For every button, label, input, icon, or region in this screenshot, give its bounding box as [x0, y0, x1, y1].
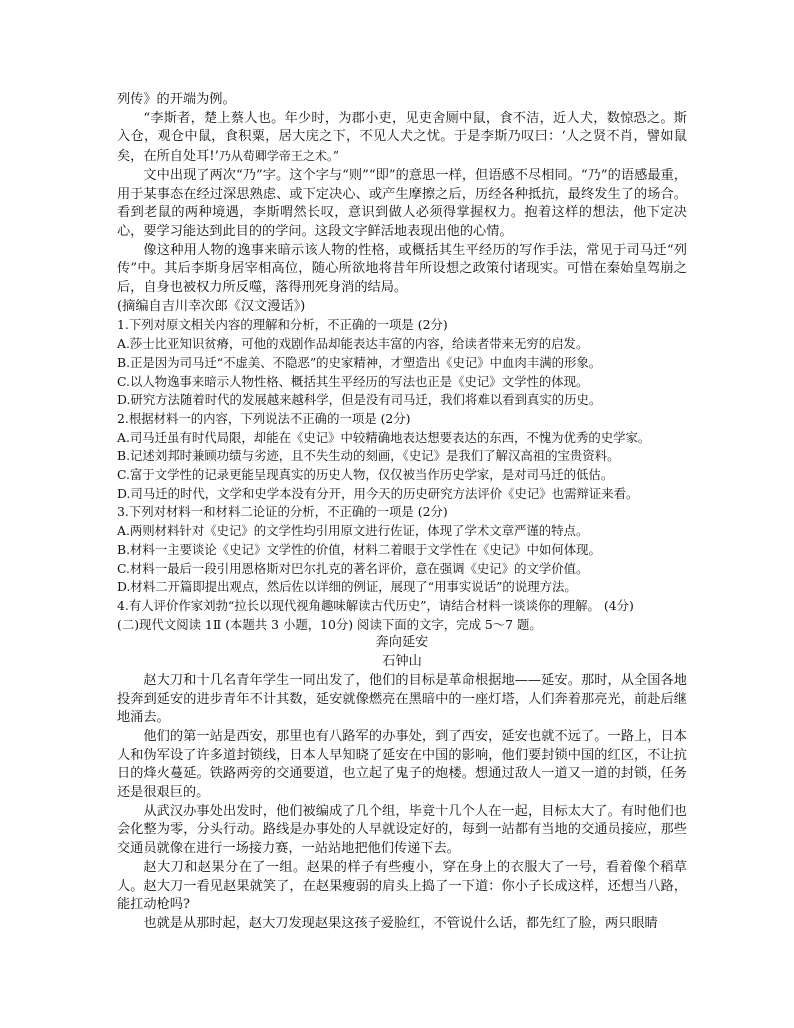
question-stem: 1.下列对原文相关内容的理解和分析，不正确的一项是 (2分) — [117, 317, 448, 333]
option-a: A.莎士比亚知识贫瘠，可他的戏剧作品却能表达丰富的内容，给读者带来无穷的启发。 — [117, 336, 589, 352]
question-1 — [117, 316, 687, 410]
question-2 — [117, 410, 687, 504]
story-paragraph-2: 他们的第一站是西安，那里也有八路军的办事处，到了西安，延安也就不远了。一路上，日本人和伪军设了许多道封锁线，日本人早知晓了延安在中国的影响，他们要封锁中国的红区，不让抗日的烽火蔓延。铁路两旁的交通要道，也立起了鬼子的炮楼。想通过敌人一道又一道的封锁，任务还是很艰巨的。 — [117, 728, 687, 801]
story-paragraph-3: 从武汉办事处出发时，他们被编成了几个组，毕竟十几个人在一起，目标太大了。有时他们也会化整为零，分头行动。路线是办事处的人早就设定好的，每到一站都有当地的交通员接应，那些交通员就像在进行一场接力赛，一站站地把他们传递下去。 — [117, 803, 687, 857]
text-column — [117, 91, 687, 934]
option-a: A.两则材料针对《史记》的文学性均引用原文进行佐证，体现了学术文章严谨的特点。 — [117, 523, 589, 539]
story-title: 奔向延安 — [375, 635, 429, 651]
story-paragraph-4: 赵大刀和赵果分在了一组。赵果的样子有些瘦小，穿在身上的衣服大了一号，看着像个稻草人。赵大刀一看见赵果就笑了，在赵果瘦弱的肩头上捣了一下道：你小子长成这样，还想当八路，能扛动枪吗? — [117, 859, 687, 913]
option-c: C.以人物逸事来暗示人物性格、概括其生平经历的写法也正是《史记》文学性的体现。 — [117, 373, 589, 389]
option-c: C.富于文学性的记录更能呈现真实的历史人物，仅仅被当作历史学家，是对司马迁的低估。 — [117, 467, 614, 483]
quote-end: 乃从荀卿学帝王之术。” — [218, 149, 339, 164]
option-b: B.材料一主要谈论《史记》文学性的价值，材料二着眼于文学性在《史记》中如何体现。 — [117, 541, 601, 557]
option-a: A.司马迁虽有时代局限，却能在《史记》中较精确地表达想要表达的东西，不愧为优秀的史学家。 — [117, 429, 651, 445]
option-d: D.材料二开篇即提出观点，然后佐以详细的例证，展现了“用事实说话”的说理方法。 — [117, 579, 577, 595]
question-stem: 2.根据材料一的内容，下列说法不正确的一项是 (2分) — [117, 410, 411, 426]
option-c: C.材料一最后一段引用恩格斯对巴尔扎克的著名评价，意在强调《史记》的文学价值。 — [117, 560, 589, 576]
section-header: (二)现代文阅读 1Ⅱ (本题共 3 小题，10分) 阅读下面的文字，完成 5～7 题。 — [117, 616, 542, 632]
analysis-paragraph-2: 像这种用人物的逸事来暗示该人物的性格，或概括其生平经历的写作手法，常见于司马迁“列传”中。其后李斯身居宰相高位，随心所欲地将昔年所设想之政策付诸现实。可惜在秦始皇驾崩之后，自身也被权力所反噬，落得刑死身消的结局。 — [117, 242, 687, 296]
quote-paragraph — [117, 110, 687, 167]
question-4 — [117, 597, 687, 616]
story-paragraph-1: 赵大刀和十几名青年学生一同出发了，他们的目标是革命根据地——延安。那时，从全国各地投奔到延安的进步青年不计其数，延安就像燃亮在黑暗中的一座灯塔，人们奔着那亮光，前赴后继地涌去。 — [117, 672, 687, 726]
source-note: (摘编自吉川幸次郎《汉文漫话》) — [117, 298, 306, 314]
option-b: B.记述刘邦时兼顾功绩与劣迹，且不失生动的刻画，《史记》是我们了解汉高祖的宝贵资料。 — [117, 448, 620, 464]
lead-line: 列传》的开端为例。 — [117, 92, 236, 107]
question-stem: 4.有人评价作家刘勃“拉长以现代视角趣味解读古代历史”，请结合材料一谈谈你的理解。 (4分) — [117, 597, 634, 613]
quote-main: “李斯者，楚上蔡人也。年少时，为郡小吏，见吏舍厕中鼠，食不洁，近人犬，数惊恐之。斯入仓，观仓中鼠，食积粟，居大庑之下，不见人犬之忧。于是李斯乃叹曰：‘人之贤不肖，譬如鼠矣，在所自处耳!’ — [117, 110, 687, 165]
option-d: D.司马迁的时代，文学和史学本没有分开，用今天的历史研究方法评价《史记》也需辩证来看。 — [117, 485, 639, 501]
story-paragraph-5: 也就是从那时起，赵大刀发现赵果这孩子爱脸红，不管说什么话，都先红了脸，两只眼睛 — [143, 915, 658, 931]
question-3 — [117, 503, 687, 597]
question-stem: 3.下列对材料一和材料二论证的分析，不正确的一项是 (2分) — [117, 504, 448, 520]
option-d: D.研究方法随着时代的发展越来越科学，但是没有司马迁，我们将难以看到真实的历史。 — [117, 392, 602, 408]
option-b: B.正是因为司马迁“不虚美、不隐恶”的史家精神，才塑造出《史记》中血肉丰满的形象。 — [117, 354, 602, 370]
analysis-paragraph-1: 文中出现了两次“乃”字。这个字与“则”“即”的意思一样，但语感不尽相同。“乃”的语感最重，用于某事态在经过深思熟虑、或下定决心、或产生摩擦之后，历经各种抵抗，最终发生了的场合。看到老鼠的两种境遇，李斯喟然长叹，意识到做人必须得掌握权力。抱着这样的想法，他下定决心，要学习能达到此目的的学问。这段文字鲜活地表现出他的心情。 — [117, 167, 687, 239]
story-author: 石钟山 — [382, 654, 422, 670]
